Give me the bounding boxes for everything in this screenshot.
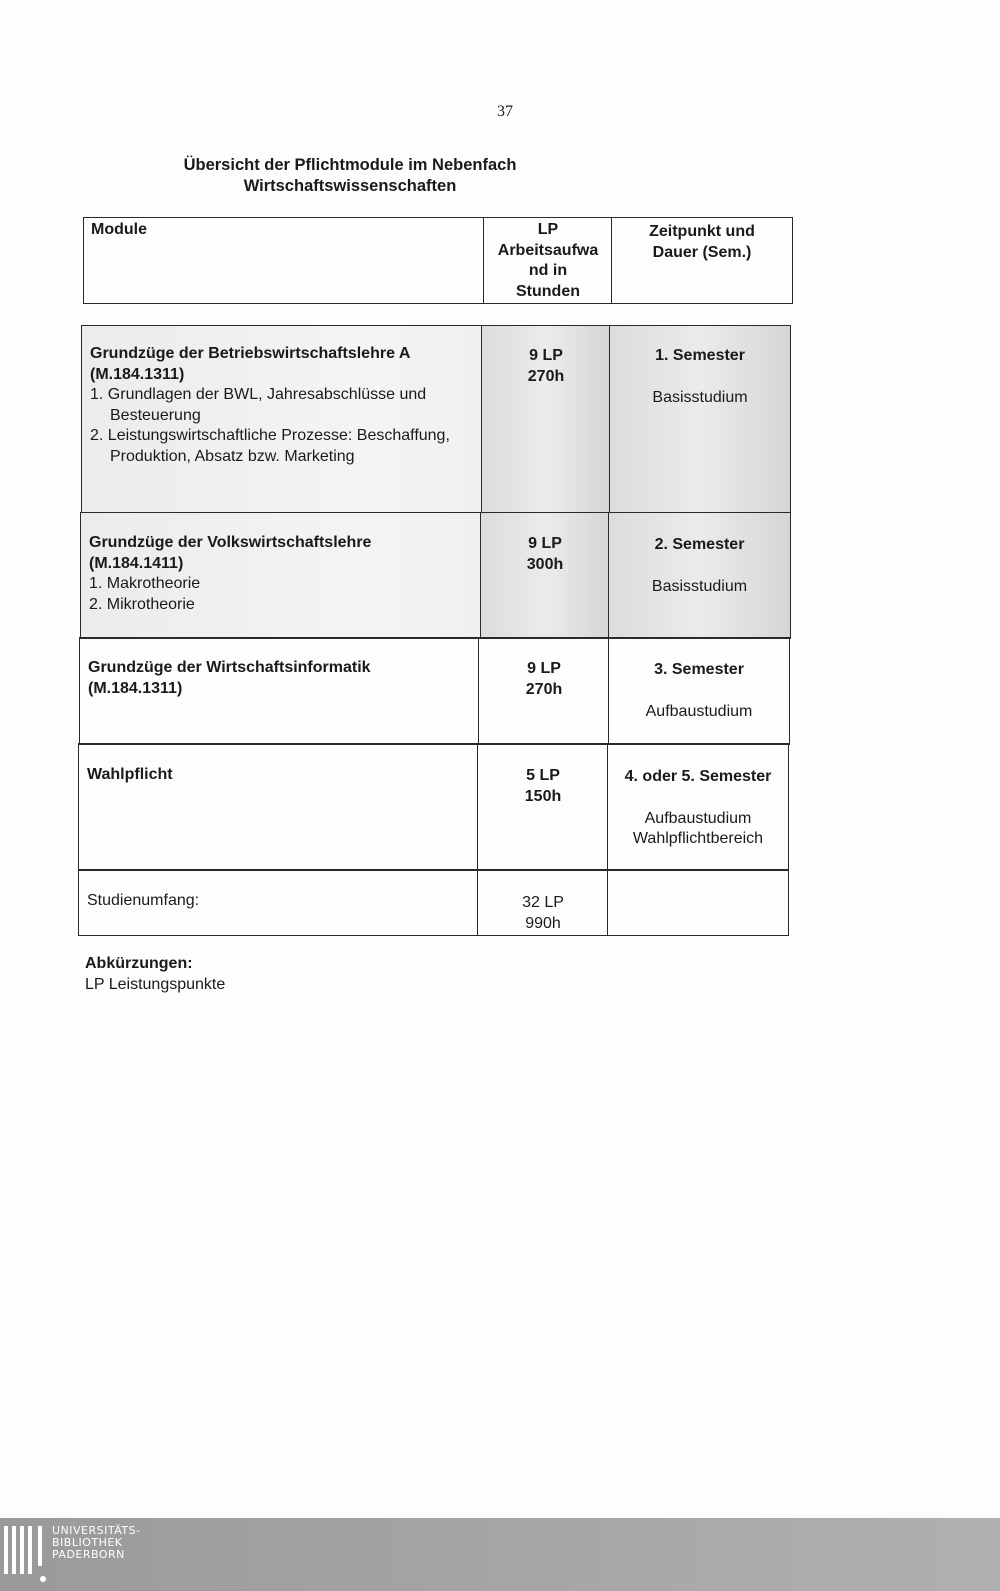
page-number: 37	[497, 103, 513, 120]
lp-value: 9 LP	[528, 535, 562, 552]
table-total-row	[78, 869, 789, 936]
phase-value: Basisstudium	[651, 577, 748, 595]
semester-value: 2. Semester	[654, 536, 745, 553]
module-cell	[82, 326, 482, 513]
lp-cell	[482, 326, 610, 513]
lp-cell	[478, 744, 608, 870]
module-cell	[79, 744, 478, 870]
header-module-cell	[84, 218, 484, 303]
hours-value: 270h	[525, 680, 563, 698]
module-cell	[81, 513, 481, 638]
module-sub-item: 2. Leistungswirtschaftliche Prozesse: Beschaffung, Produktion, Absatz bzw. Marketing	[90, 427, 450, 465]
phase-value: Aufbaustudium	[644, 809, 752, 827]
total-lp-cell	[478, 870, 608, 935]
header-lp-cell	[484, 218, 612, 303]
header-lp-line: nd in	[528, 262, 568, 279]
hours-value: 270h	[527, 367, 565, 385]
page-title-line-1: Übersicht der Pflichtmodule im Nebenfach	[183, 156, 517, 174]
lp-value: 9 LP	[527, 660, 561, 677]
header-time-cell	[612, 218, 792, 303]
total-label: Studienumfang:	[87, 892, 200, 909]
module-title: Grundzüge der Wirtschaftsinformatik	[88, 659, 371, 676]
hours-value: 150h	[524, 787, 562, 805]
total-empty-cell	[608, 870, 788, 935]
semester-value: 4. oder 5. Semester	[624, 768, 772, 785]
phase-value: Aufbaustudium	[645, 702, 753, 720]
total-hours: 990h	[525, 914, 561, 932]
module-cell	[80, 638, 479, 744]
library-name-line: UNIVERSITÄTS-	[52, 1524, 141, 1537]
module-code: (M.184.1311)	[88, 679, 183, 697]
phase-value: Wahlpflichtbereich	[632, 830, 764, 847]
semester-value: 1. Semester	[655, 347, 745, 364]
header-module: Module	[91, 221, 147, 238]
module-sub-item: 1. Grundlagen der BWL, Jahresabschlüsse und Besteuerung	[90, 386, 427, 424]
module-sub-item: 2. Mikrotheorie	[89, 595, 195, 613]
header-time-line: Zeitpunkt und	[649, 223, 755, 240]
semester-cell	[609, 638, 789, 744]
header-lp-line: Arbeitsaufwa	[497, 241, 599, 259]
semester-cell	[608, 744, 788, 870]
lp-cell	[481, 513, 609, 638]
library-name-line: PADERBORN	[52, 1548, 125, 1561]
module-code: (M.184.1411)	[89, 554, 184, 572]
abbreviations-entry: LP Leistungspunkte	[85, 976, 226, 993]
abbreviations	[85, 953, 225, 995]
hours-value: 300h	[526, 555, 564, 573]
module-title: Wahlpflicht	[87, 766, 173, 783]
lp-value: 5 LP	[526, 767, 560, 784]
table-header	[83, 217, 793, 304]
table-row	[78, 743, 789, 871]
lp-value: 9 LP	[529, 347, 563, 364]
module-title: Grundzüge der Volkswirtschaftslehre	[89, 534, 372, 551]
header-time-line: Dauer (Sem.)	[652, 243, 752, 261]
module-title: Grundzüge der Betriebswirtschaftslehre A	[90, 345, 411, 362]
library-name-line: BIBLIOTHEK	[52, 1536, 123, 1549]
library-logo-icon	[4, 1526, 44, 1578]
table-row	[81, 325, 791, 514]
semester-value: 3. Semester	[654, 661, 744, 678]
table-row	[80, 512, 791, 639]
library-name	[52, 1525, 141, 1561]
abbreviations-heading: Abkürzungen:	[85, 955, 193, 972]
library-footer-bar	[0, 1518, 1000, 1591]
total-label-cell	[79, 870, 478, 935]
module-code: (M.184.1311)	[90, 365, 185, 383]
semester-cell	[610, 326, 790, 513]
page-title-line-2: Wirtschaftswissenschaften	[243, 177, 457, 195]
total-lp: 32 LP	[522, 894, 564, 911]
header-lp-line: LP	[537, 221, 559, 238]
table-row	[79, 637, 790, 745]
phase-value: Basisstudium	[652, 388, 748, 406]
page-title	[160, 155, 540, 197]
module-sub-item: 1. Makrotheorie	[89, 575, 201, 592]
lp-cell	[479, 638, 609, 744]
header-lp-line: Stunden	[516, 282, 580, 300]
semester-cell	[609, 513, 790, 638]
